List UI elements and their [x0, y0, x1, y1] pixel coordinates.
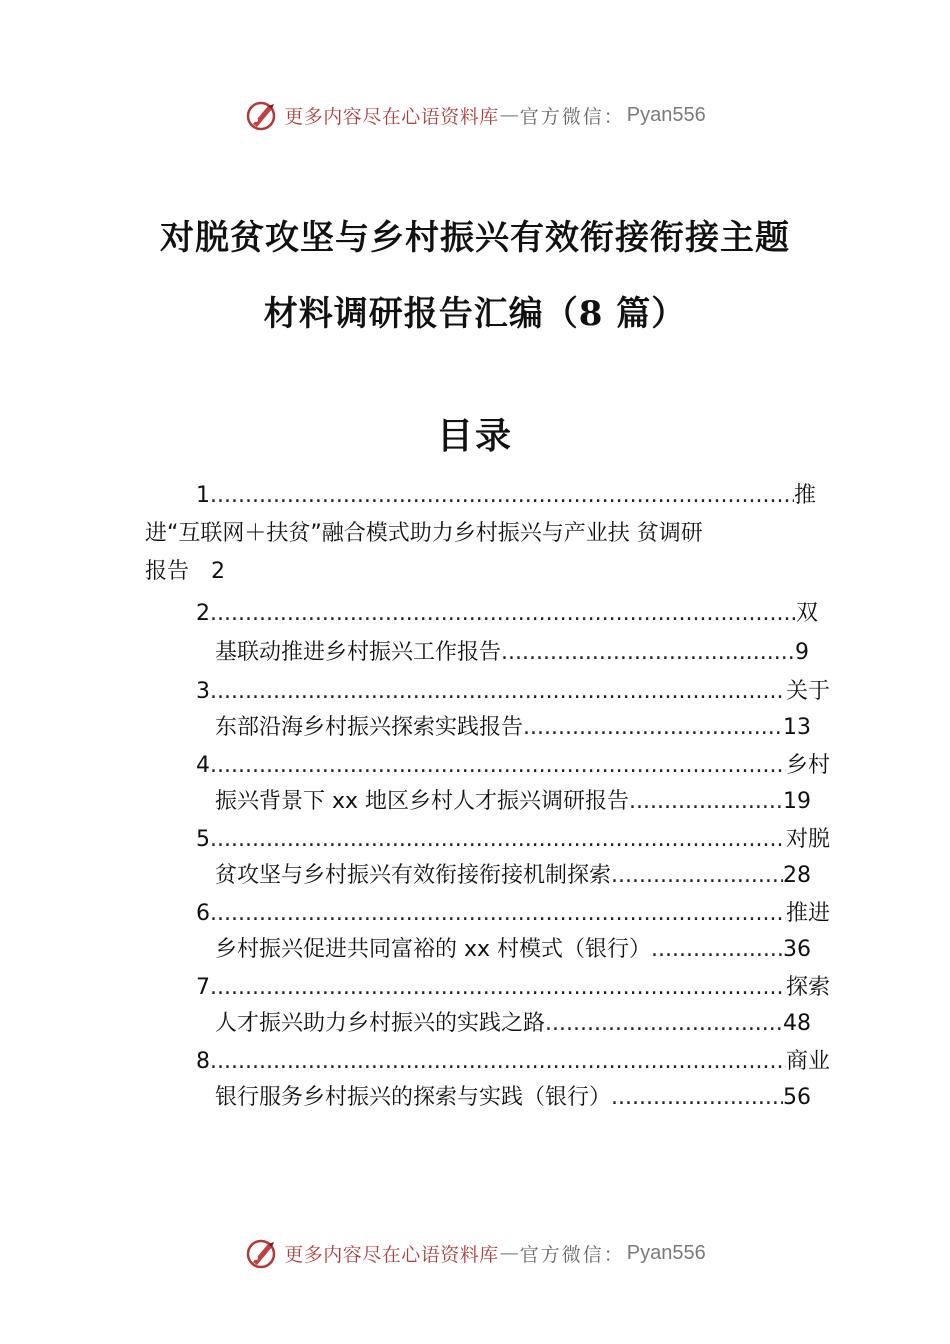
toc-leader-dots — [611, 858, 783, 894]
toc-entry-number: 3 — [196, 679, 210, 704]
toc-entry-number: 7 — [196, 975, 210, 1000]
toc-entry-page: 36 — [783, 937, 811, 962]
toc-leader-dots — [545, 1006, 783, 1042]
toc-entry-text: 东部沿海乡村振兴探索实践报告 — [215, 715, 524, 740]
doc-title-line-1: 对脱贫攻坚与乡村振兴有效衔接衔接主题 — [160, 218, 790, 258]
toc-entry-page: 9 — [795, 640, 809, 665]
toc-entry-2-line-2[interactable] — [215, 635, 809, 671]
toc-entry-5-line-1[interactable] — [196, 822, 830, 858]
toc-entry-page: 2 — [211, 559, 226, 584]
toc-leader-dots — [210, 822, 786, 858]
toc-entry-8-line-1[interactable] — [196, 1044, 830, 1080]
banner-wechat-label: 官方微信： — [519, 1243, 625, 1266]
banner-wechat-id: Pyan556 — [626, 103, 706, 126]
toc-entry-5-line-2[interactable] — [215, 858, 811, 894]
toc-entry-head: 商业 — [785, 1049, 830, 1074]
toc-entry-head: 双 — [795, 601, 818, 626]
toc-entry-number: 5 — [196, 827, 210, 852]
pen-logo-icon — [244, 1236, 278, 1270]
toc-entry-number: 8 — [196, 1049, 210, 1074]
toc-entry-4-line-2[interactable] — [215, 784, 811, 820]
toc-entry-page: 48 — [783, 1011, 811, 1036]
toc-entry-number: 6 — [196, 901, 210, 926]
doc-title-line-2: 材料调研报告汇编（8 篇） — [263, 294, 687, 334]
toc-leader-dots — [210, 596, 796, 632]
toc-entry-page: 13 — [783, 715, 811, 740]
banner-wechat-label: 官方微信： — [519, 105, 625, 128]
toc-leader-dots — [523, 710, 783, 746]
toc-entry-1-line-2[interactable] — [145, 516, 825, 552]
toc-leader-dots — [210, 674, 786, 710]
toc-entry-number: 4 — [196, 753, 210, 778]
toc-leader-dots — [210, 896, 786, 932]
banner-wechat-id: Pyan556 — [626, 1241, 706, 1264]
banner-site-name: 更多内容尽在心语资料库 — [284, 1243, 499, 1266]
toc-leader-dots — [210, 1044, 786, 1080]
toc-leader-dots — [210, 970, 786, 1006]
banner-dash: — — [499, 104, 519, 126]
banner-dash: — — [499, 1242, 519, 1264]
toc-entry-text: 进“互联网＋扶贫”融合模式助力乡村振兴与产业扶 贫调研 — [145, 521, 703, 546]
toc-entry-head: 推 — [793, 483, 816, 508]
header-banner — [0, 95, 950, 135]
toc-entry-number: 1 — [196, 483, 210, 508]
toc-entry-head: 对脱 — [785, 827, 830, 852]
toc-entry-text: 基联动推进乡村振兴工作报告 — [215, 640, 502, 665]
toc-entry-page: 19 — [783, 789, 811, 814]
toc-entry-text: 振兴背景下 xx 地区乡村人才振兴调研报告 — [215, 789, 630, 814]
toc-entry-3-line-2[interactable] — [215, 710, 811, 746]
toc-leader-dots — [210, 478, 794, 514]
toc-entry-7-line-1[interactable] — [196, 970, 830, 1006]
toc-entry-7-line-2[interactable] — [215, 1006, 811, 1042]
toc-heading: 目录 — [436, 415, 513, 457]
toc-entry-page: 56 — [783, 1085, 811, 1110]
toc-entry-number: 2 — [196, 601, 210, 626]
toc-entry-8-line-2[interactable] — [215, 1080, 811, 1116]
toc-entry-3-line-1[interactable] — [196, 674, 830, 710]
pen-logo-icon — [244, 98, 278, 132]
toc-entry-page: 28 — [783, 863, 811, 888]
toc-leader-dots — [611, 1080, 783, 1116]
toc-leader-dots — [501, 635, 795, 671]
toc-leader-dots — [629, 784, 783, 820]
toc-entry-head: 乡村 — [785, 753, 830, 778]
footer-banner — [0, 1233, 950, 1273]
toc-entry-2-line-1[interactable] — [196, 596, 818, 632]
toc-entry-1-line-1[interactable] — [196, 478, 816, 514]
toc-entry-4-line-1[interactable] — [196, 748, 830, 784]
toc-entry-1-line-3[interactable] — [145, 554, 345, 590]
toc-entry-text: 人才振兴助力乡村振兴的实践之路 — [215, 1011, 546, 1036]
banner-site-name: 更多内容尽在心语资料库 — [284, 105, 499, 128]
toc-entry-text: 乡村振兴促进共同富裕的 xx 村模式（银行） — [215, 937, 652, 962]
toc-entry-text: 贫攻坚与乡村振兴有效衔接衔接机制探索 — [215, 863, 612, 888]
toc-entry-text: 银行服务乡村振兴的探索与实践（银行） — [215, 1085, 612, 1110]
toc-entry-head: 推进 — [785, 901, 830, 926]
toc-leader-dots — [651, 932, 783, 968]
toc-entry-6-line-1[interactable] — [196, 896, 830, 932]
toc-leader-dots — [210, 748, 786, 784]
toc-entry-6-line-2[interactable] — [215, 932, 811, 968]
toc-entry-head: 探索 — [785, 975, 830, 1000]
toc-entry-head: 关于 — [785, 679, 830, 704]
toc-entry-text-continued: 报告 — [145, 559, 190, 584]
